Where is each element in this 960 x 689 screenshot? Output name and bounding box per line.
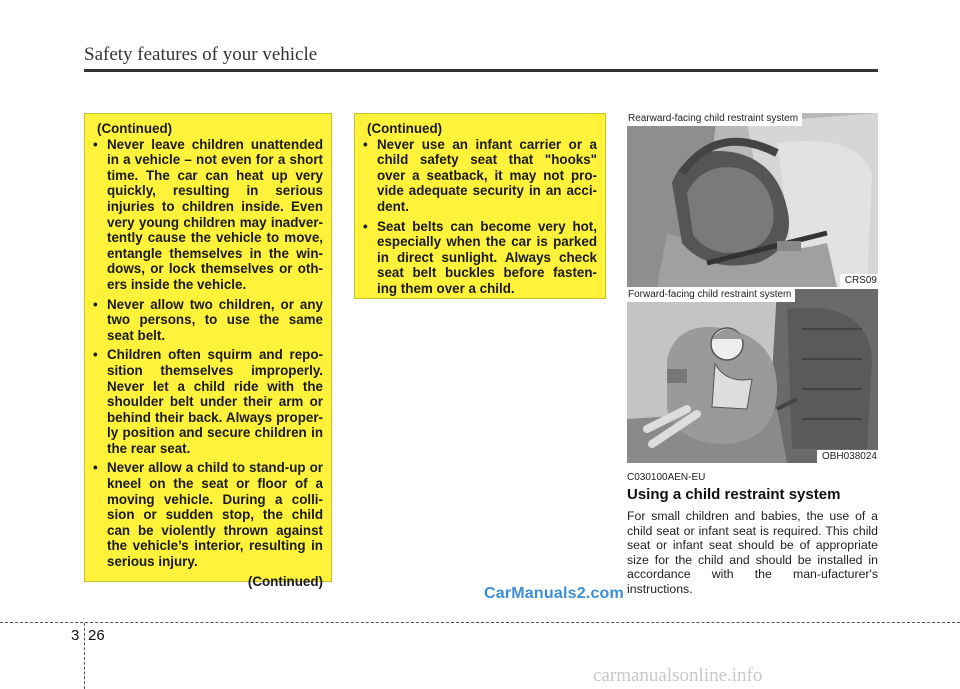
warning-item: • Never allow two children, or any two persons, to use the same seat belt. <box>93 297 323 344</box>
warning-list <box>93 137 323 570</box>
continued-label-bottom: (Continued) <box>247 573 323 589</box>
continued-label: (Continued) <box>97 121 173 136</box>
footer-vertical-rule <box>84 623 85 689</box>
forward-facing-seat-illustration <box>627 289 878 463</box>
warning-item: • Never use an infant carrier or a child safety seat that "hooks" over a seatback, it may not pro-vide adequate security in an acci-dent. <box>363 137 597 215</box>
forward-facing-seat-photo <box>627 289 878 463</box>
warning-item: • Seat belts can become very hot, especially when the car is parked in direct sunlight. Always check seat belt buckles before fasten-ing them over a child. <box>363 219 597 297</box>
warning-box-left <box>84 113 332 589</box>
header-rule <box>84 69 878 72</box>
photo-caption: Forward-facing child restraint system <box>627 289 795 302</box>
photo-code: CRS09 <box>840 274 878 287</box>
photo-code: OBH038024 <box>817 450 878 463</box>
section-heading: Using a child restraint system <box>627 486 841 503</box>
photo-caption: Rearward-facing child restraint system <box>627 113 802 126</box>
warning-item: • Never leave children unattended in a vehicle – not even for a short time. The car can heat up very quickly, resulting in serious injuries to children inside. Even very young children may inadver-tently cause the vehicle to move, entangle themselves in the win-dows, or lock themselves or oth-ers inside the vehicle. <box>93 137 323 293</box>
footer-site-watermark: carmanualsonline.info <box>593 665 763 686</box>
page-header-title: Safety features of your vehicle <box>84 44 318 65</box>
chapter-number: 3 <box>71 627 80 644</box>
footer-rule <box>0 622 960 623</box>
section-code: C030100AEN-EU <box>627 472 706 483</box>
warning-item: • Children often squirm and repo-sition themselves improperly. Never let a child ride with the shoulder belt under their arm or behind their back. Always proper-ly position and secure children in the rear seat. <box>93 347 323 456</box>
page-number: 26 <box>88 627 105 644</box>
warning-item: • Never allow a child to stand-up or kneel on the seat or floor of a moving vehicle. During a colli-sion or sudden stop, the child can be violently thrown against the vehicle’s interior, resulting in serious injury. <box>93 460 323 569</box>
warning-list <box>363 137 597 297</box>
warning-box-middle <box>354 113 606 299</box>
continued-label: (Continued) <box>367 121 443 136</box>
rear-facing-seat-photo <box>627 113 878 287</box>
section-body: For small children and babies, the use of a child seat or infant seat is required. This child seat or infant seat should be of appropriate size for the child and should be installed in accordance with the man-ufacturer's instructions. <box>627 509 878 596</box>
watermark-link[interactable]: CarManuals2.com <box>484 585 624 602</box>
rear-facing-seat-illustration <box>627 113 878 287</box>
